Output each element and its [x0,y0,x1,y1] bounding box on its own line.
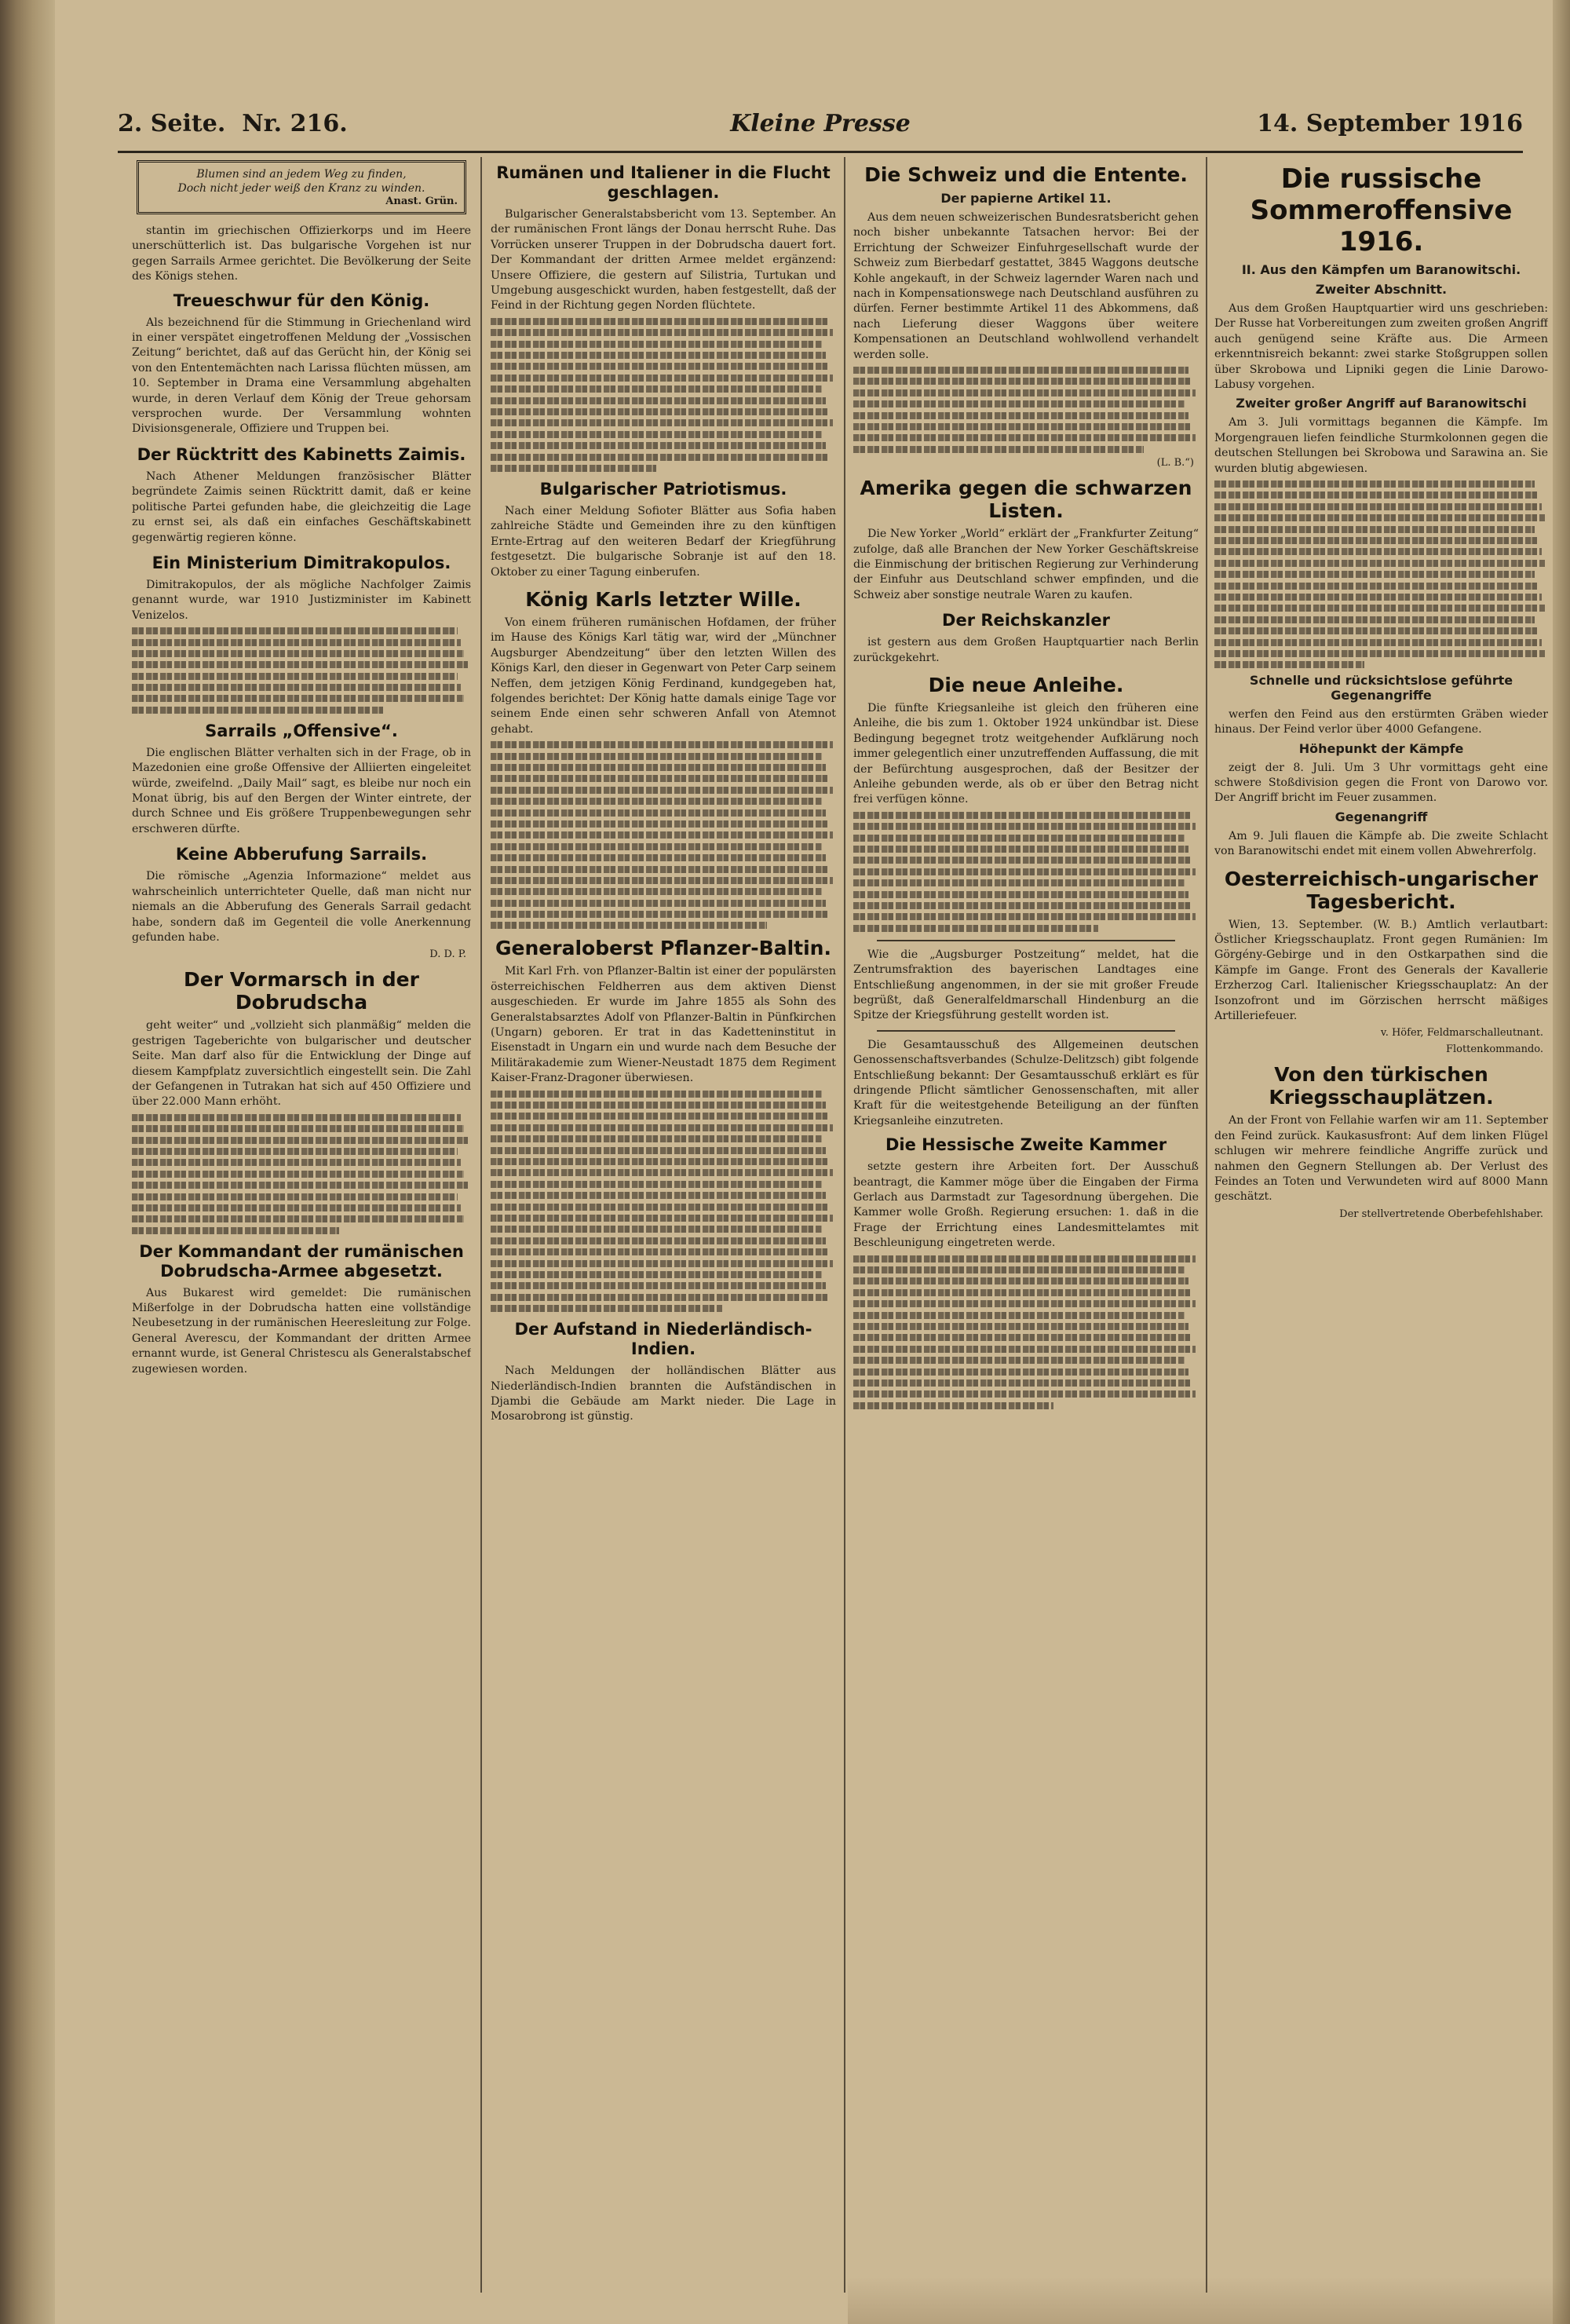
motto-author: Anast. Grün. [385,195,458,207]
article-body: zeigt der 8. Juli. Um 3 Uhr vormittags geht eine schwere Stoßdivision gegen die Front von Darowo vor. Der Angriff bricht im Feuer zusammen. [1214,761,1548,805]
text-line [491,1248,829,1255]
text-line [853,879,1185,886]
text-line [853,412,1188,419]
text-line [132,1193,458,1200]
text-line [132,1125,464,1132]
text-line [491,386,822,393]
text-line [1214,481,1535,488]
text-line [491,831,833,839]
text-line [132,1182,468,1189]
text-line [491,753,822,760]
text-line [491,1215,833,1222]
article-signature: Der stellvertretende Oberbefehlshaber. [1339,1208,1543,1220]
text-line [853,913,1196,920]
article-body: setzte gestern ihre Arbeiten fort. Der Ausschuß beantragt, die Kammer möge über die Eingaben der Firma Gerlach aus Darmstadt zur Tagesordnung übergehen. Die Kammer wolle Großh. Regierung ersuchen: 1. daß in die Frage der Errichtung eines Landesmittelamtes mit Beschleunigung eingetreten werde. [853,1160,1199,1250]
article-signature: Flottenkommando. [1445,1043,1543,1056]
text-line [491,1282,826,1289]
article-body: Die fünfte Kriegsanleihe ist gleich den früheren eine Anleihe, die bis zum 1. Oktober 1924 unkündbar ist. Diese Bedingung begegnet trotz weitgehender Aufklärung noch immer gelegentlich einer unzutreffenden Auffassung, die mit der Befürchtung ausgesprochen, daß der Besitzer der Anleihe gebunden werde, als ob er über den Betrag nicht frei verfügen könne. [853,702,1199,806]
article-body: Von einem früheren rumänischen Hofdamen, der früher im Hause des Königs Karl tätig war, wird der „Münchner Augsburger Abendzeitung“ über den letzten Willen des Königs Karl, den dieser in Gegenwart von Peter Carp seinem Neffen, dem jetzigen König Ferdinand, kundgegeben hat, folgendes berichtet: Der König hatte damals einige Tage vor seinem Ende einen sehr schweren Anfall von Atemnot gehabt. [491,616,836,736]
article-headline: Rumänen und Italiener in die Flucht geschlagen. [496,163,831,202]
article-body: geht weiter“ und „vollzieht sich planmäßig“ melden die gestrigen Tageberichte von bulgarischer und deutscher Seite. Man darf also für die Entwicklung der Dinge auf diesem Kampfplatz zuversichtlich eingestellt sein. Die Zahl der Gefangenen in Tutrakan hat sich auf 450 Offiziere und über 22.000 Mann erhöht. [132,1019,471,1109]
article [491,1320,836,1425]
text-line [853,389,1196,396]
text-line [853,1379,1192,1387]
article-headline: Der Kommandant der rumänischen Dobrudscha-Armee abgesetzt. [139,1241,464,1281]
section-heading: Gegenangriff [1334,809,1428,824]
text-line [132,1204,461,1211]
text-line [853,1289,1192,1296]
column-1 [132,157,471,2300]
page-edge [1553,0,1570,2324]
article [853,611,1199,666]
article-headline: Generaloberst Pflanzer-Baltin. [495,937,831,960]
text-line [853,857,1192,864]
text-line [853,1300,1196,1307]
text-line [491,1226,822,1233]
article-headline: Amerika gegen die schwarzen Listen. [860,477,1192,523]
article-headline: Die Hessische Zweite Kammer [885,1135,1167,1155]
text-line [132,1215,464,1222]
text-line [132,1148,458,1155]
text-line [853,1402,1053,1409]
text-line [853,1390,1196,1398]
text-line [1214,571,1535,578]
section-heading: Höhepunkt der Kämpfe [1298,740,1464,756]
illegible-text [853,1255,1199,1409]
text-line [491,1135,822,1142]
text-line [491,1271,822,1278]
article-body: Aus dem Großen Hauptquartier wird uns geschrieben: Der Russe hat Vorbereitungen zum zweiten großen Angriff auch genügend seine Kräfte aus. Die Armeen erkenntnisreich bekannt: zwei starke Stoßgruppen sollen über Skrobowa und Lipniki gegen die Linie Darowo-Labusy vorgehen. [1214,302,1548,392]
article-signature: v. Höfer, Feldmarschalleutnant. [1380,1027,1543,1040]
column-3 [853,157,1199,2300]
book-binding [0,0,55,2324]
article [132,845,471,960]
illegible-text [491,741,836,929]
motto-box [137,160,466,214]
text-line [853,835,1185,842]
text-line [491,352,826,359]
text-line [132,650,464,657]
article-body: Am 3. Juli vormittags begannen die Kämpfe. Im Morgengrauen liefen feindliche Sturmkolonnen gegen die deutschen Stellungen bei Skrobowa und Sarawina an. Sie wurden blutig abgewiesen. [1214,416,1548,475]
text-line [491,1124,833,1131]
text-line [491,1305,722,1312]
text-line [491,408,829,415]
issue-number: Nr. 216. [242,110,348,137]
illegible-text [1214,481,1548,668]
article-headline: Der Aufstand in Niederländisch-Indien. [514,1320,812,1359]
text-line [491,431,822,438]
text-line [132,695,464,702]
text-line [853,868,1196,875]
article [1214,163,1548,860]
text-line [132,639,461,646]
text-line [853,846,1188,853]
article-headline: Treueschwur für den König. [173,290,430,310]
article [132,968,471,1233]
masthead [118,110,1523,149]
text-line [1214,650,1545,657]
text-line [1214,627,1538,634]
text-line [491,798,822,805]
article-headline: Die Schweiz und die Entente. [864,163,1188,186]
text-line [132,1171,464,1178]
article-body: Nach einer Meldung Sofioter Blätter aus Sofia haben zahlreiche Städte und Gemeinden ihre zu den künftigen Ernte-Ertrag auf den weiteren Bedarf der Kriegführung festgesetzt. Die bulgarische Sobranje ist auf den 18. Oktober zu einer Tagung einberufen. [491,504,836,579]
text-line [491,363,829,370]
column-2 [491,157,836,2300]
text-line [853,925,1098,932]
text-line [1214,503,1542,510]
text-line [491,375,833,382]
article-body: Wie die „Augsburger Postzeitung“ meldet, hat die Zentrumsfraktion des bayerischen Landtages eine Entschließung angenommen, in der sie mit großer Freude begrüßt, daß Generalfeldmarschall Hindenburg an die Spitze der Kriegsführung gestellt worden ist. [853,948,1199,1022]
motto-line: Doch nicht jeder weiß den Kranz zu winden. [177,182,425,195]
article-headline: Oesterreichisch-ungarischer Tagesbericht. [1224,867,1539,913]
text-line [853,367,1188,374]
article-body: werfen den Feind aus den erstürmten Gräben wieder hinaus. Der Feind verlor über 4000 Gefangene. [1214,707,1548,736]
article-body: Aus Bukarest wird gemeldet: Die rumänischen Mißerfolge in der Dobrudscha hatten eine vollständige Neubesetzung in der rumänischen Heeresleitung zur Folge. General Averescu, der Kommandant der dritten Armee ernannt wurde, ist General Christescu als Generalstabschef zugewiesen worden. [132,1286,471,1376]
illegible-text [853,367,1199,453]
article-headline: König Karls letzter Wille. [525,587,801,611]
paper-wear [848,2277,1570,2324]
text-line [132,627,458,634]
article-body: Dimitrakopulos, der als mögliche Nachfolger Zaimis genannt wurde, war 1910 Justizminister im Kabinett Venizelos. [132,578,471,622]
article-body: Mit Karl Frh. von Pflanzer-Baltin ist einer der populärsten österreichischen Feldherren aus dem aktiven Dienst ausgeschieden. Er wurde im Jahre 1855 als Sohn des Generalstabsarztes Adolf von Pflanzer-Baltin in Pünfkirchen (Ungarn) geboren. Er trat in das Kadetteninstitut in Eisenstadt in Ungarn ein und wurde nach dem Besuche der Militärakademie zum Wiener-Neustadt 1875 dem Regiment Kaiser-Franz-Dragoner überwiesen. [491,965,836,1085]
text-line [491,1294,829,1301]
section-heading: Schnelle und rücksichtslose geführte Gegenangriffe [1249,672,1513,703]
text-line [491,809,826,817]
text-line [491,911,829,918]
article-subheadline: Der papierne Artikel 11. [940,191,1112,206]
article [132,445,471,546]
issue-date: 14. September 1916 [1257,110,1523,137]
text-line [491,1158,829,1165]
text-line [132,673,458,680]
illegible-text [853,812,1199,932]
page-number: 2. Seite. [118,110,226,137]
text-line [491,397,826,404]
article-signature: (L. B.“) [1156,457,1194,470]
text-line [1214,594,1542,601]
text-line [853,400,1185,407]
text-line [132,684,461,691]
text-line [491,764,826,771]
article [491,163,836,472]
text-line [491,1237,826,1244]
text-line [491,1102,826,1109]
text-line [491,775,829,782]
text-line [491,1091,822,1098]
text-line [491,419,833,426]
article-headline: Die russische Sommeroffensive 1916. [1250,163,1513,258]
article-body: Die englischen Blätter verhalten sich in der Frage, ob in Mazedonien eine große Offensive der Alliierten eingeleitet würde, zweifelnd. „Daily Mail“ sagt, es bleibe nur noch ein Monat übrig, bis auf den Bergen der Winter eintrete, der durch Schnee und Eis größere Truppenbewegungen sehr erschweren dürfte. [132,746,471,835]
article [853,1135,1199,1409]
article [132,1242,471,1377]
text-line [491,1192,826,1199]
text-line [853,1312,1185,1319]
article-body: Am 9. Juli flauen die Kämpfe ab. Die zweite Schlacht von Baranowitschi endet mit einem vollen Abwehrerfolg. [1214,829,1548,858]
paper-title: Kleine Presse [730,110,911,137]
column-divider [480,157,482,2293]
article-body: Die Gesamtausschuß des Allgemeinen deutschen Genossenschaftsverbandes (Schulze-Delitzsch) gibt folgende Entschließung bekannt: Der Gesamtausschuß erklärt es für dringende Pflicht sämtlicher Genossenschaften, mit aller Kraft für die weitestgehende Beteiligung an der fünften Kriegsanleihe einzutreten. [853,1038,1199,1127]
article-headline: Die neue Anleihe. [928,674,1124,697]
article-headline: Keine Abberufung Sarrails. [175,845,428,864]
article [491,937,836,1312]
text-line [853,891,1188,898]
text-line [491,341,822,348]
article-body: Die römische „Agenzia Informazione“ meldet aus wahrscheinlich unterrichteter Quelle, daß man nicht nur niemals an die Abberufung des Generals Sarrail gedacht habe, sondern daß im Gegenteil die volle Anerkennung gefunden habe. [132,870,471,944]
motto-line: Blumen sind an jedem Weg zu finden, [196,168,407,181]
text-line [491,1169,833,1176]
text-line [853,823,1196,830]
text-line [853,378,1192,385]
article-body: Nach Athener Meldungen französischer Blätter begründete Zaimis seinen Rücktritt damit, daß er keine politische Partei gefunden habe, die gleichzeitig die Lage zu ernst sei, als daß ein einfaches Geschäftskabinett gegenwärtig regieren könne. [132,470,471,544]
text-line [491,877,833,884]
text-line [1214,548,1542,555]
article-headline: Bulgarischer Patriotismus. [539,479,787,499]
article-body: ist gestern aus dem Großen Hauptquartier nach Berlin zurückgekehrt. [853,636,1199,664]
article [1214,1063,1548,1219]
article [132,291,471,437]
text-line [853,434,1196,441]
text-line [1214,514,1545,521]
text-line [491,1113,829,1120]
text-line [491,1204,829,1211]
text-line [853,812,1192,819]
article-separator [877,1030,1175,1032]
text-line [491,465,656,472]
text-line [491,741,833,748]
text-line [853,1266,1185,1273]
article-body: Aus dem neuen schweizerischen Bundesratsbericht gehen noch bisher unbekannte Tatsachen hervor: Bei der Errichtung der Schweizer Einfuhrgesellschaft wurde der Schweiz zum Bierbedarf gestattet, 3845 Waggons deutsche Kohle angekauft, in der Schweiz lagernder Waren nach und nach in Kompensationswege nach Deutschland ausführen zu dürfen. Ferner bestimmte Artikel 11 des Abkommens, daß nach Lieferung dieser Waggons über weitere Kompensationen an Deutschland wohlwollend verhandelt werden solle. [853,211,1199,361]
masthead-rule [118,151,1523,153]
article-headline: Von den türkischen Kriegsschauplätzen. [1269,1063,1494,1109]
column-divider [844,157,845,2293]
text-line [491,1260,833,1267]
text-line [132,1137,468,1144]
text-line [491,787,833,794]
article-subheadline: II. Aus den Kämpfen um Baranowitschi. [1241,262,1521,277]
article [853,674,1199,932]
text-line [853,1346,1196,1353]
text-line [1214,616,1535,623]
text-line [853,1334,1192,1341]
article-body: Als bezeichnend für die Stimmung in Griechenland wird in einer verspätet eingetroffenen Meldung der „Vossischen Zeitung“ berichtet, daß auf das Gerücht hin, der König sei von den Ententemächten nach Larissa flüchten müssen, am 10. September in Drama eine Versammlung abgehalten wurde, in deren Verlauf dem König der Treue gehorsam versprochen wurde. Der Versammlung wohnten Divisionsgenerale, Offiziere und Truppen bei. [132,316,471,436]
text-line [491,922,767,929]
text-line [853,1368,1188,1376]
text-line [132,707,383,714]
text-line [1214,526,1535,533]
text-line [1214,661,1364,668]
illegible-text [491,1091,836,1312]
text-line [491,854,826,861]
illegible-text [132,627,471,714]
text-line [1214,639,1542,646]
text-line [853,1357,1185,1364]
article [132,722,471,837]
text-line [132,661,468,668]
text-line [491,329,833,336]
text-line [1214,537,1538,544]
article-separator [877,940,1175,941]
article [853,163,1199,469]
text-line [491,900,826,907]
article-headline: Der Rücktritt des Kabinetts Zaimis. [137,444,466,464]
article-headline: Der Reichskanzler [942,611,1110,630]
text-line [132,1114,461,1121]
text-line [1214,605,1545,612]
column-divider [1206,157,1207,2293]
text-line [132,1227,339,1234]
text-line [491,820,829,828]
column-4 [1214,157,1548,2300]
text-line [491,888,822,895]
article-headline: Der Vormarsch in der Dobrudscha [184,968,419,1014]
illegible-text [132,1114,471,1234]
text-line [853,446,1144,453]
text-line [491,442,826,449]
text-line [491,454,829,461]
article [132,554,471,714]
illegible-text [491,318,836,472]
text-line [1214,491,1538,499]
article-body: Nach Meldungen der holländischen Blätter aus Niederländisch-Indien brannten die Aufständischen in Djambi die Gebäude am Markt nieder. Die Lage in Mosarobrong ist günstig. [491,1365,836,1423]
text-line [853,1277,1188,1284]
article [491,480,836,580]
text-line [132,1159,461,1166]
text-line [491,318,829,325]
text-line [491,1147,826,1154]
text-line [853,902,1192,909]
text-line [491,866,829,873]
article-body: stantin im griechischen Offizierkorps und im Heere unerschütterlich ist. Das bulgarische Vorgehen ist nur gegen Sarrails Armee gerichtet. Die Bevölkerung der Seite des Königs stehen. [132,225,471,283]
text-line [491,843,822,850]
article-body: Die New Yorker „World“ erklärt der „Frankfurter Zeitung“ zufolge, daß alle Branchen der New Yorker Geschäftskreise die Einmischung der britischen Regierung zur Verhinderung der Einfuhr aus Deutschland schwer empfinden, und die Schweiz aber sonstige neutrale Waren zu kaufen. [853,528,1199,601]
article [1214,868,1548,1056]
article-headline: Sarrails „Offensive“. [205,721,398,740]
text-line [853,423,1192,430]
article-body: An der Front von Fellahie warfen wir am 11. September den Feind zurück. Kaukasusfront: Auf dem linken Flügel schlugen wir mehrere feindliche Angriffe zurück und nahmen den Gegnern Stellungen ab. Der Verlust des Feindes an Toten und Verwundeten wird auf 8000 Mann geschätzt. [1214,1114,1548,1204]
article [853,477,1199,603]
article-headline: Ein Ministerium Dimitrakopulos. [152,553,451,572]
article [491,588,836,930]
section-heading: Zweiter großer Angriff auf Baranowitschi [1236,396,1527,411]
article-body: Wien, 13. September. (W. B.) Amtlich verlautbart: Östlicher Kriegsschauplatz. Front gegen Rumänien: Im Görgény-Gebirge und in den Ostkarpathen sind die Kämpfe im Gange. Front des Generals der Kavallerie Erzherzog Carl. Italienischer Kriegsschauplatz: An der Isonzofront und im Görzischen herrscht mäßiges Artilleriefeuer. [1214,918,1548,1022]
text-line [853,1323,1188,1330]
text-line [1214,560,1545,567]
article-body: Bulgarischer Generalstabsbericht vom 13. September. An der rumänischen Front längs der Donau herrscht Ruhe. Das Vorrücken unserer Truppen in der Dobrudscha dauert fort. Der Kommandant der dritten Armee meldet ergänzend: Unsere Offiziere, die gestern auf Silistria, Turtukan und Umgebung ausgeschickt wurden, haben festgestellt, daß der Feind in der Richtung gegen Norden flüchtete. [491,208,836,312]
text-line [491,1181,822,1188]
text-line [1214,583,1538,590]
text-line [853,1255,1196,1262]
article-signature: D. D. P. [429,948,466,961]
article-subheadline: Zweiter Abschnitt. [1315,282,1448,297]
